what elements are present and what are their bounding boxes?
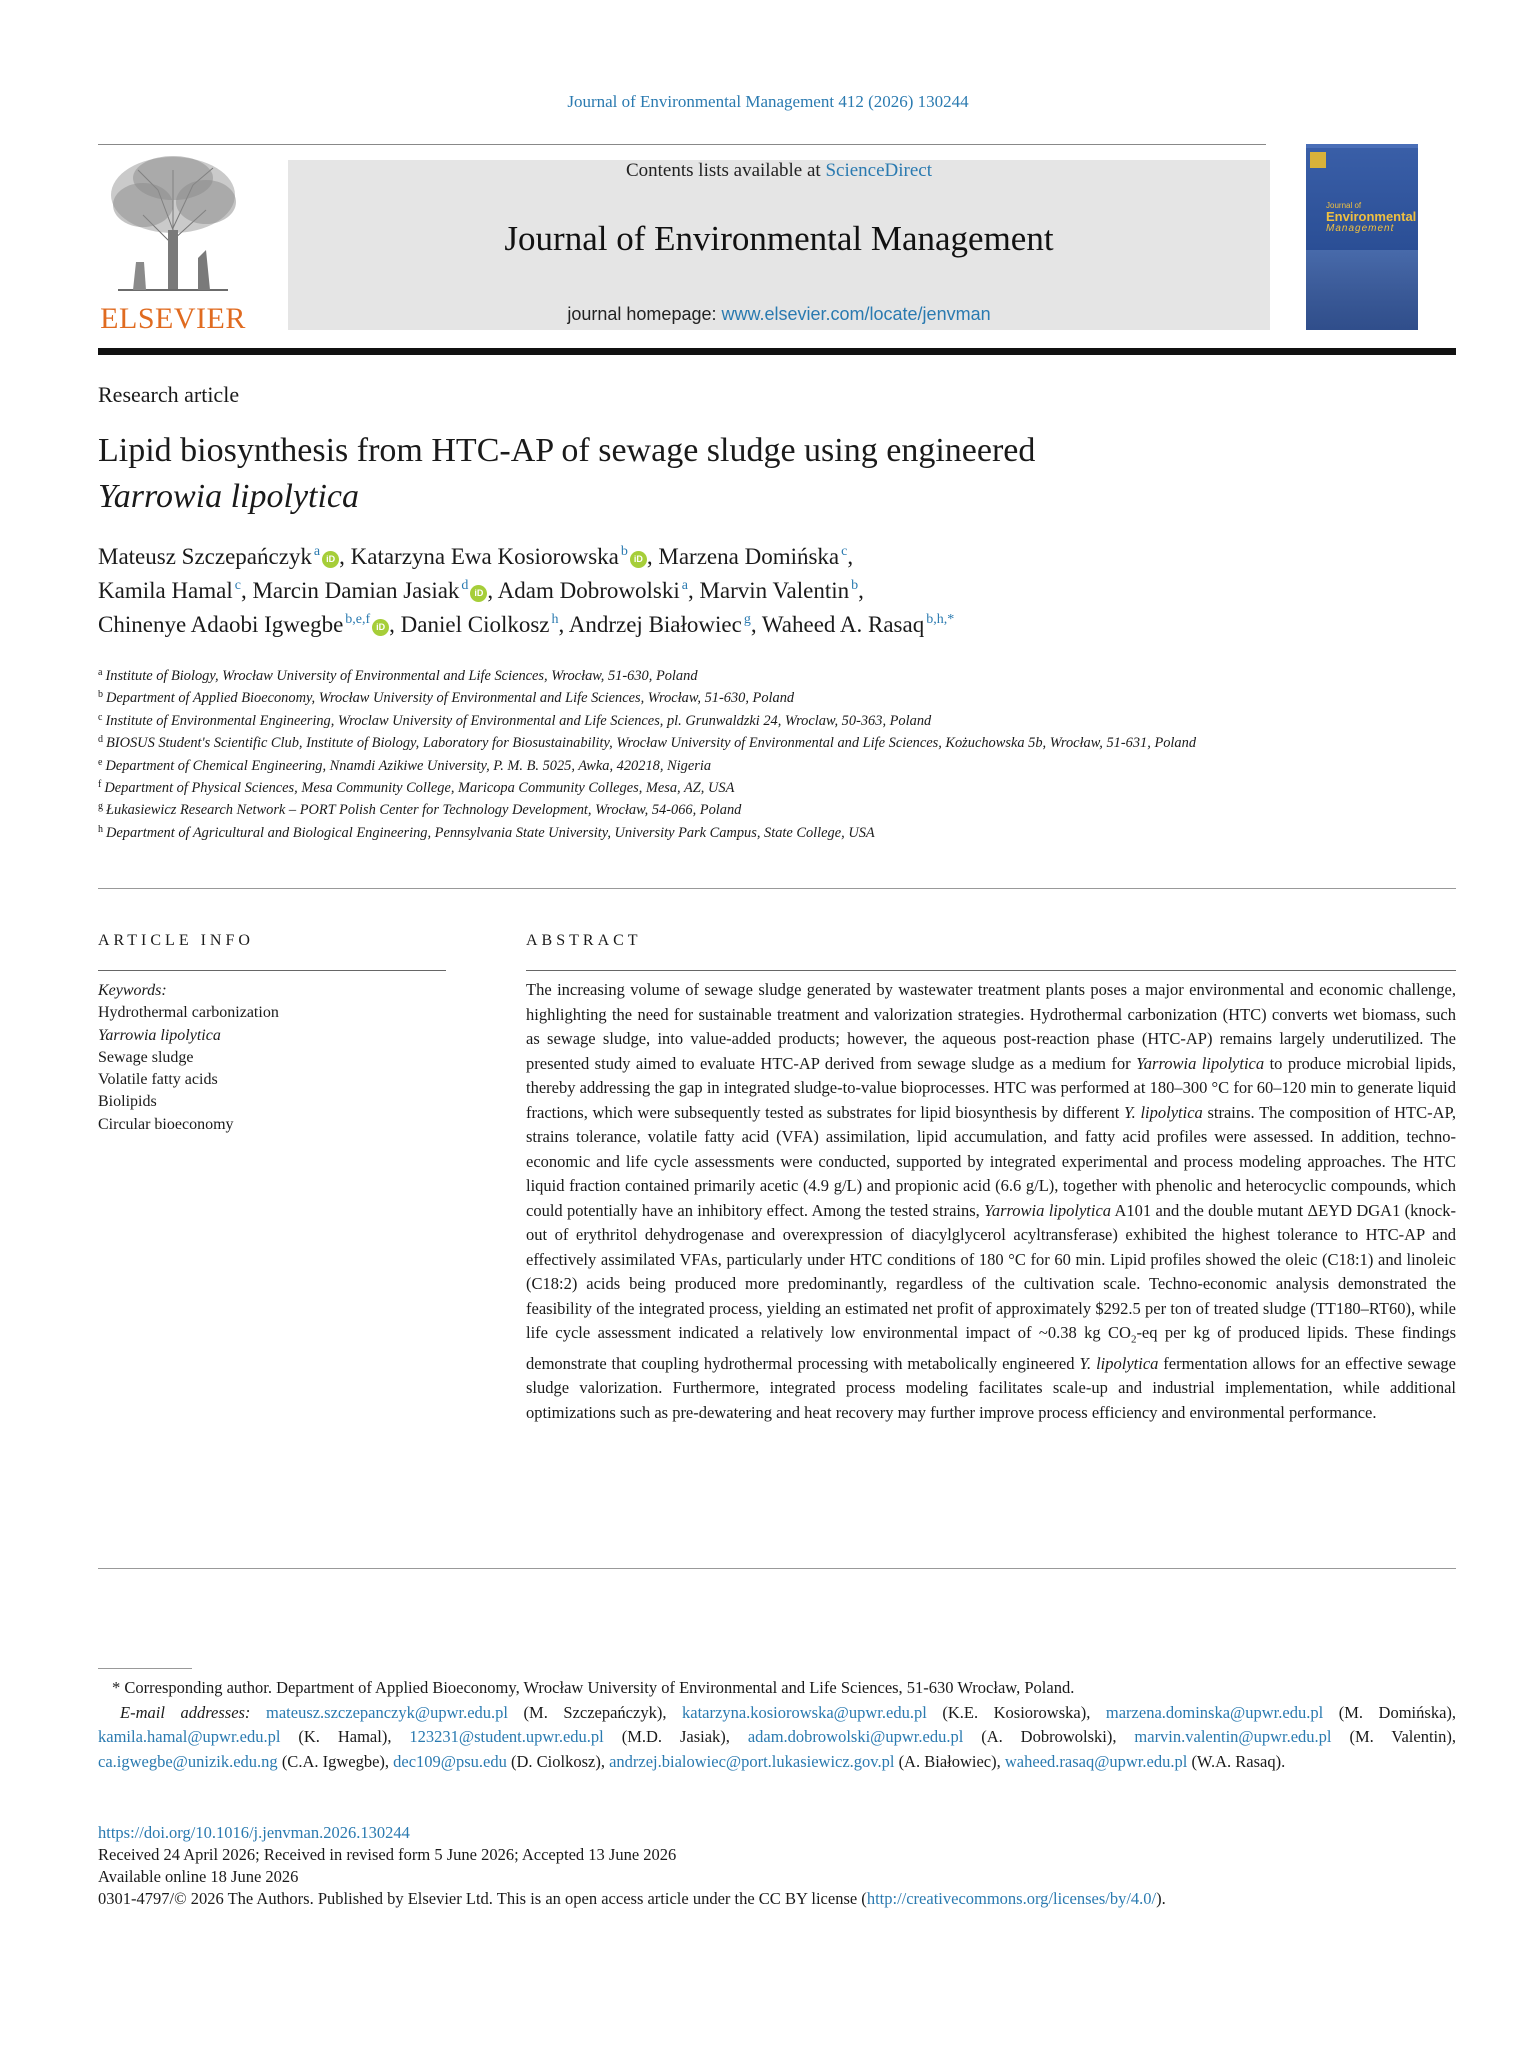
journal-reference[interactable]: Journal of Environmental Management 412 (2026) 130244 bbox=[567, 92, 969, 111]
license-suffix: ). bbox=[1156, 1889, 1166, 1908]
author-name[interactable]: Chinenye Adaobi Igwegbe bbox=[98, 612, 344, 637]
affiliation-text: Łukasiewicz Research Network – PORT Polish Center for Technology Development, Wrocław, 54-066, Poland bbox=[106, 802, 742, 819]
email-owner: (C.A. Igwegbe), bbox=[277, 1751, 394, 1771]
abstract-end-rule bbox=[98, 1568, 1456, 1569]
abstract-italic: Yarrowia lipolytica bbox=[1136, 1053, 1265, 1073]
author-affiliation-sup[interactable]: c bbox=[841, 544, 848, 559]
author-separator: , bbox=[687, 578, 700, 603]
author-affiliation-sup[interactable]: h bbox=[551, 612, 559, 627]
abstract-subscript: 2 bbox=[1130, 1333, 1137, 1346]
article-title bbox=[98, 428, 1398, 520]
tree-icon bbox=[98, 150, 248, 295]
author-name[interactable]: Katarzyna Ewa Kosiorowska bbox=[350, 544, 619, 569]
affiliation-text: BIOSUS Student's Scientific Club, Institute of Biology, Laboratory for Biosustainability, Wrocław University of Environmental and Life Sciences, Kożuchowska 5b, Wrocław, 51-631, Poland bbox=[106, 735, 1197, 752]
license-link[interactable]: http://creativecommons.org/licenses/by/4.0/ bbox=[866, 1889, 1157, 1908]
article-type: Research article bbox=[98, 382, 240, 407]
author-list bbox=[98, 540, 1428, 642]
affiliation-text: Institute of Biology, Wrocław University of Environmental and Life Sciences, Wrocław, 51-630, Poland bbox=[105, 668, 698, 684]
abstract-rule bbox=[526, 970, 1456, 971]
affiliation-marker: f bbox=[98, 779, 102, 791]
email-owner: (W.A. Rasaq). bbox=[1187, 1751, 1286, 1771]
email-label: E-mail addresses: bbox=[120, 1702, 251, 1722]
affiliation-item bbox=[98, 710, 1428, 732]
abstract-text bbox=[526, 978, 1456, 1425]
article-info-heading: ARTICLE INFO bbox=[98, 932, 254, 949]
cover-seal-icon bbox=[1310, 152, 1326, 168]
email-owner: (D. Ciolkosz), bbox=[506, 1751, 610, 1771]
email-link[interactable]: adam.dobrowolski@upwr.edu.pl bbox=[747, 1727, 964, 1746]
author-affiliation-sup[interactable]: g bbox=[743, 612, 751, 627]
affiliation-marker: e bbox=[98, 756, 103, 768]
abstract-italic: Y. lipolytica bbox=[1079, 1353, 1159, 1373]
article-info-rule bbox=[98, 970, 446, 971]
affiliation-item bbox=[98, 755, 1428, 777]
author-affiliation-sup[interactable]: b,h,* bbox=[926, 612, 955, 627]
email-link[interactable]: andrzej.bialowiec@port.lukasiewicz.gov.pl bbox=[609, 1751, 895, 1771]
affiliation-text: Department of Chemical Engineering, Nnamdi Azikiwe University, P. M. B. 5025, Awka, 420218, Nigeria bbox=[105, 757, 712, 774]
author-name[interactable]: Marvin Valentin bbox=[699, 578, 850, 603]
sciencedirect-link[interactable]: ScienceDirect bbox=[825, 160, 933, 181]
orcid-icon[interactable]: iD bbox=[372, 619, 389, 636]
affiliation-marker: g bbox=[98, 801, 103, 813]
email-addresses bbox=[98, 1701, 1456, 1775]
author-separator: , bbox=[847, 544, 854, 569]
affiliation-marker: h bbox=[98, 823, 103, 835]
affiliation-marker: c bbox=[98, 711, 103, 723]
author-name[interactable]: Marcin Damian Jasiak bbox=[252, 578, 460, 603]
author-name[interactable]: Andrzej Białowiec bbox=[568, 612, 742, 637]
affiliation-list bbox=[98, 665, 1428, 844]
asterisk-marker: * bbox=[112, 1678, 125, 1697]
author-affiliation-sup[interactable]: b,e,f bbox=[345, 612, 371, 627]
keywords-label: Keywords: bbox=[98, 982, 167, 999]
affiliation-item bbox=[98, 665, 1428, 687]
corresponding-footnote bbox=[98, 1676, 1456, 1774]
journal-banner bbox=[288, 160, 1270, 330]
author-separator: , bbox=[389, 612, 401, 637]
author-separator: , bbox=[240, 578, 253, 603]
email-owner: (M.D. Jasiak), bbox=[603, 1727, 748, 1746]
cover-image bbox=[1306, 250, 1418, 330]
corresponding-text: Corresponding author. Department of Applied Bioeconomy, Wrocław University of Environmental and Life Sciences, 51-630 Wrocław, Poland. bbox=[124, 1678, 1075, 1697]
keyword-item: Yarrowia lipolytica bbox=[98, 1026, 221, 1044]
author-separator: , bbox=[487, 578, 498, 603]
cover-stripe bbox=[1306, 144, 1418, 148]
publisher-name: ELSEVIER bbox=[100, 302, 246, 335]
abstract-heading: ABSTRACT bbox=[526, 932, 642, 949]
homepage-line bbox=[288, 304, 1270, 325]
abstract-segment: The increasing volume of sewage sludge generated by wastewater treatment plants poses a major environmental and economic challenge, highlighting the need for sustainable treatment and valorization strategies. Hydrothermal carbonization (HTC) converts wet biomass, such as sewage sludge, into value-added products; however, the aqueous post-reaction phase (HTC-AP) remains largely underutilized. The presented study aimed to evaluate HTC-AP derived from sewage sludge as a medium for bbox=[526, 980, 1456, 1073]
email-link[interactable]: marzena.dominska@upwr.edu.pl bbox=[1105, 1702, 1324, 1722]
contents-prefix: Contents lists available at bbox=[625, 160, 826, 181]
cover-title-line2: Environmental bbox=[1326, 209, 1417, 225]
title-line1: Lipid biosynthesis from HTC-AP of sewage sludge using engineered bbox=[98, 432, 1036, 469]
email-owner: (K.E. Kosiorowska), bbox=[926, 1702, 1106, 1722]
cover-title-line3: Management bbox=[1326, 223, 1395, 235]
author-affiliation-sup[interactable]: b bbox=[620, 544, 628, 559]
author-separator: , bbox=[558, 612, 569, 637]
abstract-segment: to produce microbial lipids, thereby addressing the gap in integrated sludge-to-value bioprocesses. HTC was performed at 180–300 °C for 60–120 min to generate liquid fractions, which were subsequently tested as substrates for lipid biosynthesis by different bbox=[526, 1053, 1456, 1122]
email-link[interactable]: mateusz.szczepanczyk@upwr.edu.pl bbox=[266, 1702, 508, 1722]
author-affiliation-sup[interactable]: a bbox=[313, 544, 321, 559]
affiliation-text: Department of Agricultural and Biological Engineering, Pennsylvania State University, University Park Campus, State College, USA bbox=[106, 824, 875, 841]
orcid-icon[interactable]: iD bbox=[470, 585, 487, 602]
author-affiliation-sup[interactable]: b bbox=[851, 578, 859, 593]
abstract-segment: -eq per kg of produced lipids. These findings demonstrate that coupling hydrothermal processing with metabolically engineered bbox=[526, 1323, 1456, 1373]
header-rule bbox=[98, 144, 1266, 145]
author-name[interactable]: Adam Dobrowolski bbox=[497, 578, 680, 603]
publication-info bbox=[98, 1822, 1456, 1910]
author-separator: , bbox=[646, 544, 659, 569]
author-affiliation-sup[interactable]: a bbox=[681, 578, 688, 593]
email-link[interactable]: dec109@psu.edu bbox=[393, 1751, 507, 1771]
affiliation-item bbox=[98, 799, 1428, 821]
doi-link[interactable]: https://doi.org/10.1016/j.jenvman.2026.130244 bbox=[98, 1823, 410, 1842]
email-link[interactable]: ca.igwegbe@unizik.edu.ng bbox=[98, 1751, 278, 1771]
keyword-list bbox=[98, 1002, 279, 1136]
journal-title: Journal of Environmental Management bbox=[504, 219, 1054, 258]
available-online: Available online 18 June 2026 bbox=[98, 1867, 299, 1886]
license-prefix: 0301-4797/© 2026 The Authors. Published by Elsevier Ltd. This is an open access article under the CC BY license ( bbox=[98, 1889, 867, 1908]
affiliation-text: Institute of Environmental Engineering, Wroclaw University of Environmental and Life Sciences, pl. Grunwaldzki 24, Wroclaw, 50-363, Poland bbox=[105, 712, 932, 729]
cover-title-line1: Journal of bbox=[1326, 201, 1362, 210]
header-thick-rule bbox=[98, 348, 1456, 355]
abstract-italic: Y. lipolytica bbox=[1124, 1102, 1203, 1122]
author-name[interactable]: Kamila Hamal bbox=[98, 578, 233, 603]
keywords-block bbox=[98, 980, 279, 1136]
author-name[interactable]: Mateusz Szczepańczyk bbox=[98, 544, 312, 569]
footnote-rule bbox=[98, 1668, 192, 1669]
email-link[interactable]: katarzyna.kosiorowska@upwr.edu.pl bbox=[682, 1702, 927, 1722]
orcid-icon[interactable]: iD bbox=[322, 551, 339, 568]
email-owner: (A. Dobrowolski), bbox=[963, 1727, 1135, 1746]
author-affiliation-sup[interactable]: d bbox=[461, 578, 469, 593]
abstract-italic: Yarrowia lipolytica bbox=[984, 1200, 1112, 1220]
keyword-item: Volatile fatty acids bbox=[98, 1071, 218, 1089]
author-name[interactable]: Daniel Ciolkosz bbox=[400, 612, 550, 637]
affiliation-text: Department of Physical Sciences, Mesa Community College, Maricopa Community Colleges, Mesa, AZ, USA bbox=[104, 780, 735, 797]
homepage-link[interactable]: www.elsevier.com/locate/jenvman bbox=[721, 304, 991, 324]
keyword-item: Hydrothermal carbonization bbox=[98, 1004, 279, 1022]
keyword-item: Circular bioeconomy bbox=[98, 1115, 234, 1133]
author-name[interactable]: Waheed A. Rasaq bbox=[761, 612, 925, 637]
affiliation-marker: b bbox=[98, 689, 103, 701]
elsevier-logo bbox=[98, 150, 248, 336]
title-line2: Yarrowia lipolytica bbox=[98, 478, 360, 515]
affiliation-item bbox=[98, 687, 1428, 709]
abstract-segment: strains. The composition of HTC-AP, strains tolerance, volatile fatty acid (VFA) assimilation, lipid accumulation, and fatty acid profiles were assessed. In addition, techno-economic and life cycle assessments were conducted, supported by integrated experimental and process modeling approaches. The HTC liquid fraction contained primarily acetic (4.9 g/L) and propionic acid (6.6 g/L), together with phenolic and heterocyclic compounds, which could potentially have an inhibitory effect. Among the tested strains, bbox=[526, 1102, 1456, 1220]
affiliation-marker: d bbox=[98, 734, 103, 746]
email-owner: (M. Domińska), bbox=[1323, 1702, 1457, 1722]
email-link[interactable]: marvin.valentin@upwr.edu.pl bbox=[1134, 1727, 1332, 1746]
affiliation-item bbox=[98, 822, 1428, 844]
affiliation-rule bbox=[98, 888, 1456, 889]
author-separator: , bbox=[858, 578, 864, 603]
journal-cover[interactable] bbox=[1306, 144, 1418, 330]
abstract-segment: fermentation allows for an effective sewage sludge valorization. Furthermore, integrated process modeling facilitates scale-up and industrial implementation, while additional optimizations such as pre-dewatering and heat recovery may further improve process efficiency and environmental performance. bbox=[526, 1353, 1456, 1422]
email-owner: (M. Valentin), bbox=[1331, 1727, 1456, 1746]
author-separator: , bbox=[339, 544, 351, 569]
email-link[interactable]: 123231@student.upwr.edu.pl bbox=[409, 1727, 604, 1746]
email-owner: (K. Hamal), bbox=[280, 1727, 410, 1746]
affiliation-item bbox=[98, 777, 1428, 799]
author-name[interactable]: Marzena Domińska bbox=[658, 544, 840, 569]
email-link[interactable]: waheed.rasaq@upwr.edu.pl bbox=[1004, 1751, 1188, 1771]
corresponding-line bbox=[98, 1676, 1456, 1701]
affiliation-marker: a bbox=[98, 667, 103, 678]
contents-line bbox=[288, 160, 1270, 182]
affiliation-item bbox=[98, 732, 1428, 754]
cover-title bbox=[1326, 202, 1416, 235]
author-separator: , bbox=[750, 612, 762, 637]
author-affiliation-sup[interactable]: c bbox=[234, 578, 241, 593]
email-link[interactable]: kamila.hamal@upwr.edu.pl bbox=[98, 1727, 281, 1746]
received-dates: Received 24 April 2026; Received in revised form 5 June 2026; Accepted 13 June 2026 bbox=[98, 1845, 677, 1864]
affiliation-text: Department of Applied Bioeconomy, Wrocław University of Environmental and Life Sciences, Wrocław, 51-630, Poland bbox=[106, 690, 795, 707]
keyword-item: Biolipids bbox=[98, 1093, 157, 1111]
orcid-icon[interactable]: iD bbox=[630, 551, 647, 568]
homepage-prefix: journal homepage: bbox=[567, 304, 722, 324]
email-owner: (M. Szczepańczyk), bbox=[507, 1702, 683, 1722]
email-owner: (A. Białowiec), bbox=[894, 1751, 1005, 1771]
keyword-item: Sewage sludge bbox=[98, 1048, 194, 1066]
abstract-segment: A101 and the double mutant ΔEYD DGA1 (knock-out of erythritol dehydrogenase and overexpression of diacylglycerol acyltransferase) exhibited the highest tolerance to HTC-AP and effectively assimilated VFAs, particularly under HTC conditions of 180 °C for 60 min. Lipid profiles showed the oleic (C18:1) and linoleic (C18:2) acids being produced more predominantly, regardless of the cultivation scale. Techno-economic analysis demonstrated the feasibility of the integrated process, yielding an estimated net profit of approximately $292.5 per ton of treated sludge (TT180–RT60), while life cycle assessment indicated a relatively low environmental impact of ~0.38 kg CO bbox=[526, 1200, 1456, 1342]
license-line bbox=[98, 1888, 1456, 1910]
